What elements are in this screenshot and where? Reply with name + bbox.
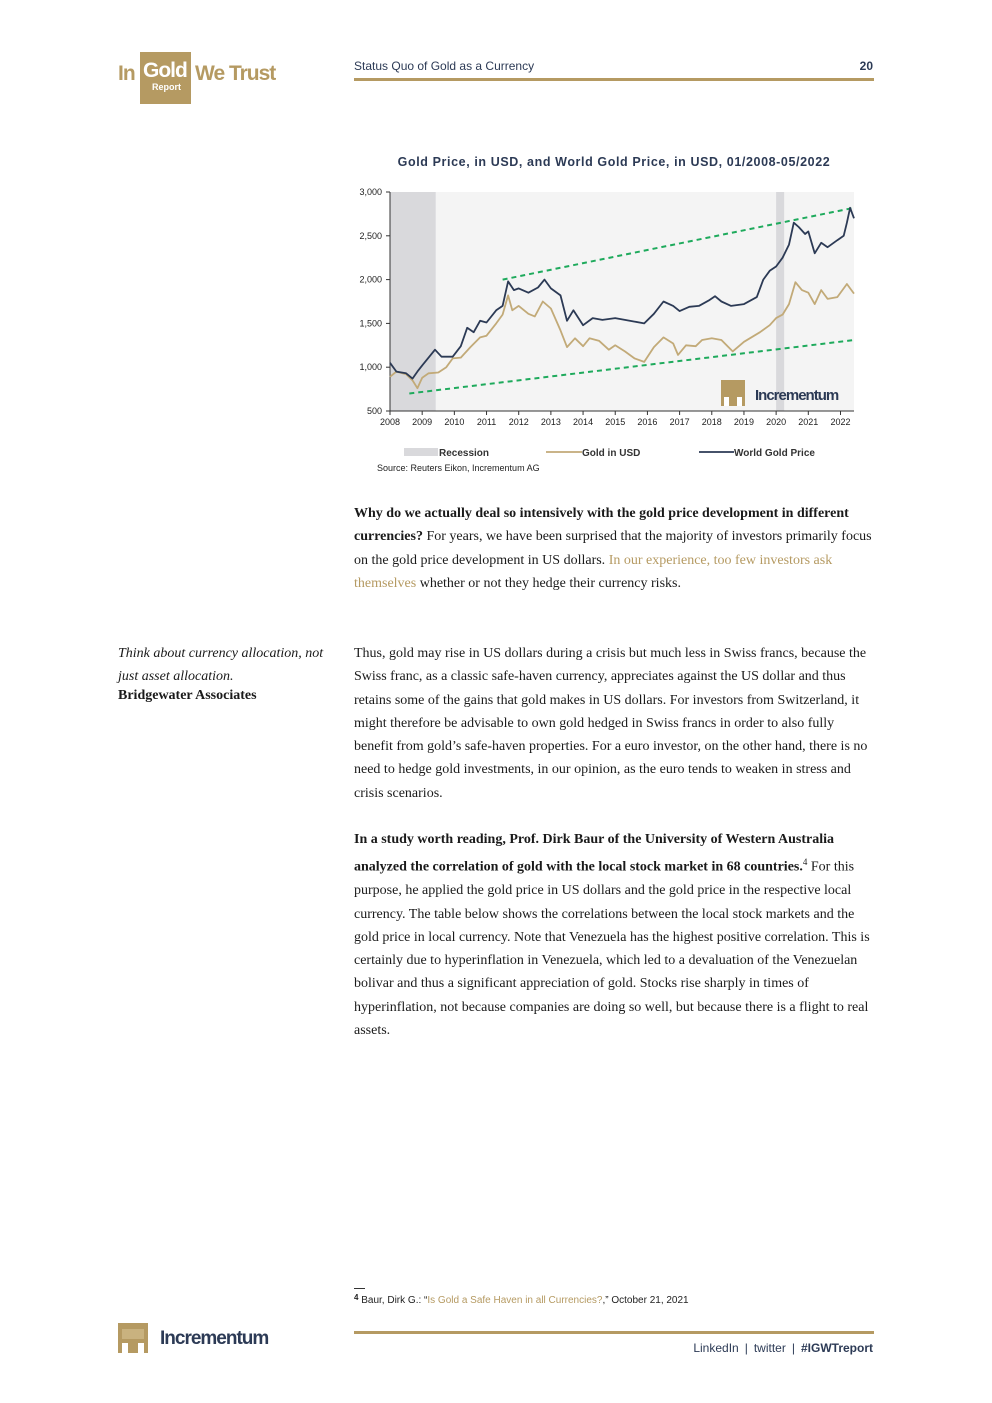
x-tick-label: 2019 <box>733 417 754 427</box>
paragraph-text: whether or not they hedge their currency risks. <box>416 575 681 591</box>
header-divider <box>354 78 874 81</box>
paragraph-currency-focus <box>354 502 872 595</box>
x-tick-label: 2017 <box>669 417 690 427</box>
footer-divider <box>354 1331 874 1334</box>
logo-report-text: Report <box>152 82 181 92</box>
y-tick-label: 3,000 <box>359 187 382 197</box>
x-tick-label: 2022 <box>830 417 851 427</box>
plot-area <box>390 192 854 411</box>
paragraph-swiss-franc: Thus, gold may rise in US dollars during a crisis but much less in Swiss francs, because the Swiss franc, as a classic safe-haven currency, appreciates against the US dollar and thus retains some of the gains that gold makes in US dollars. For investors from Switzerland, it might therefore be advisable to own gold hedged in Swiss francs in order to also fully benefit from gold’s safe-haven properties. For a euro investor, on the other hand, there is no need to hedge gold investments, in our opinion, as the euro tends to weaken in stress and crisis scenarios. <box>354 646 868 801</box>
y-tick-label: 2,500 <box>359 230 382 241</box>
watermark-logo-mark <box>737 397 742 406</box>
watermark-logo-mark <box>724 397 729 406</box>
logo-we-trust-text: We Trust <box>195 62 276 85</box>
y-tick-label: 1,000 <box>359 362 382 373</box>
x-tick-label: 2010 <box>444 417 465 427</box>
y-tick-label: 2,000 <box>359 274 382 285</box>
gold-price-chart <box>350 180 870 460</box>
x-tick-label: 2016 <box>637 417 658 427</box>
linkedin-link[interactable]: LinkedIn <box>693 1341 739 1355</box>
sidebar-quote: Think about currency allocation, not just asset allocation. <box>118 646 324 685</box>
x-tick-label: 2008 <box>379 417 401 427</box>
x-tick-label: 2021 <box>798 417 819 427</box>
chart-title: Gold Price, in USD, and World Gold Price, in USD, 01/2008-05/2022 <box>397 155 831 169</box>
section-title: Status Quo of Gold as a Currency <box>354 59 535 73</box>
paragraph-lead: In a study worth reading, Prof. Dirk Baur of the University of Western Australia analyzed the correlation of gold with the local stock market in 68 countries. <box>354 832 835 875</box>
footnote-text: Baur, Dirk G.: “ <box>358 1295 428 1306</box>
footnote-reference[interactable]: 4 <box>802 857 808 868</box>
logo-gold-box <box>140 52 191 104</box>
x-tick-label: 2011 <box>476 417 497 427</box>
x-tick-label: 2009 <box>412 417 433 427</box>
twitter-link[interactable]: twitter <box>753 1341 786 1355</box>
logo-in-text: In <box>118 62 135 85</box>
page-number: 20 <box>859 59 873 73</box>
recession-band <box>776 192 784 411</box>
x-tick-label: 2020 <box>766 417 787 427</box>
paragraph-baur-study <box>354 828 872 1042</box>
legend-label-world-gold: World Gold Price <box>734 448 815 459</box>
incrementum-logo-text: Incrementum <box>160 1328 269 1349</box>
hashtag-link[interactable]: #IGWTreport <box>800 1341 873 1355</box>
footer-links <box>600 1341 873 1355</box>
x-tick-label: 2013 <box>540 417 561 427</box>
footer-separator: | <box>744 1341 748 1355</box>
x-tick-label: 2018 <box>701 417 722 427</box>
footnote-link[interactable]: Is Gold a Safe Haven in all Currencies? <box>427 1295 603 1306</box>
sidebar-quote-author: Bridgewater Associates <box>118 688 257 703</box>
paragraph-lead: Why do we actually deal so intensively with the gold price development in different currencies? <box>354 506 849 545</box>
legend-label-recession: Recession <box>439 448 490 459</box>
y-tick-label: 500 <box>366 406 382 416</box>
paragraph-text: For years, we have been surprised that the majority of investors primarily focus on the gold price development in US dollars. <box>354 529 872 568</box>
incrementum-logo <box>118 1321 288 1355</box>
x-tick-label: 2015 <box>605 417 626 427</box>
legend-label-gold-usd: Gold in USD <box>582 448 641 459</box>
logo-gold-text: Gold <box>143 59 187 82</box>
footnote-text: ,” October 21, 2021 <box>602 1295 689 1306</box>
y-tick-label: 1,500 <box>359 318 382 329</box>
legend-swatch-recession <box>404 448 438 456</box>
in-gold-we-trust-logo <box>118 52 288 104</box>
footnote <box>354 1295 689 1306</box>
x-tick-label: 2014 <box>573 417 594 427</box>
highlight-text: In our experience, too few investors ask themselves <box>354 552 833 591</box>
footnote-number: 4 <box>354 1293 359 1302</box>
footer-separator: | <box>791 1341 795 1355</box>
paragraph-text: For this purpose, he applied the gold price in US dollars and the gold price in the respective local currency. The table below shows the correlations between the local stock markets and the gold price in local currency. Note that Venezuela has the highest positive correlation. This is certainly due to hyperinflation in Venezuela, which led to a devaluation of the Venezuelan bolivar and thus a significant appreciation of gold. Stocks rise sharply in times of hyperinflation, not because companies are doing so well, but because there is a flight to real assets. <box>354 859 870 1039</box>
watermark-text: Incrementum <box>755 387 839 404</box>
x-tick-label: 2012 <box>508 417 529 427</box>
chart-source: Source: Reuters Eikon, Incrementum AG <box>377 463 540 473</box>
footnote-divider <box>354 1288 365 1289</box>
